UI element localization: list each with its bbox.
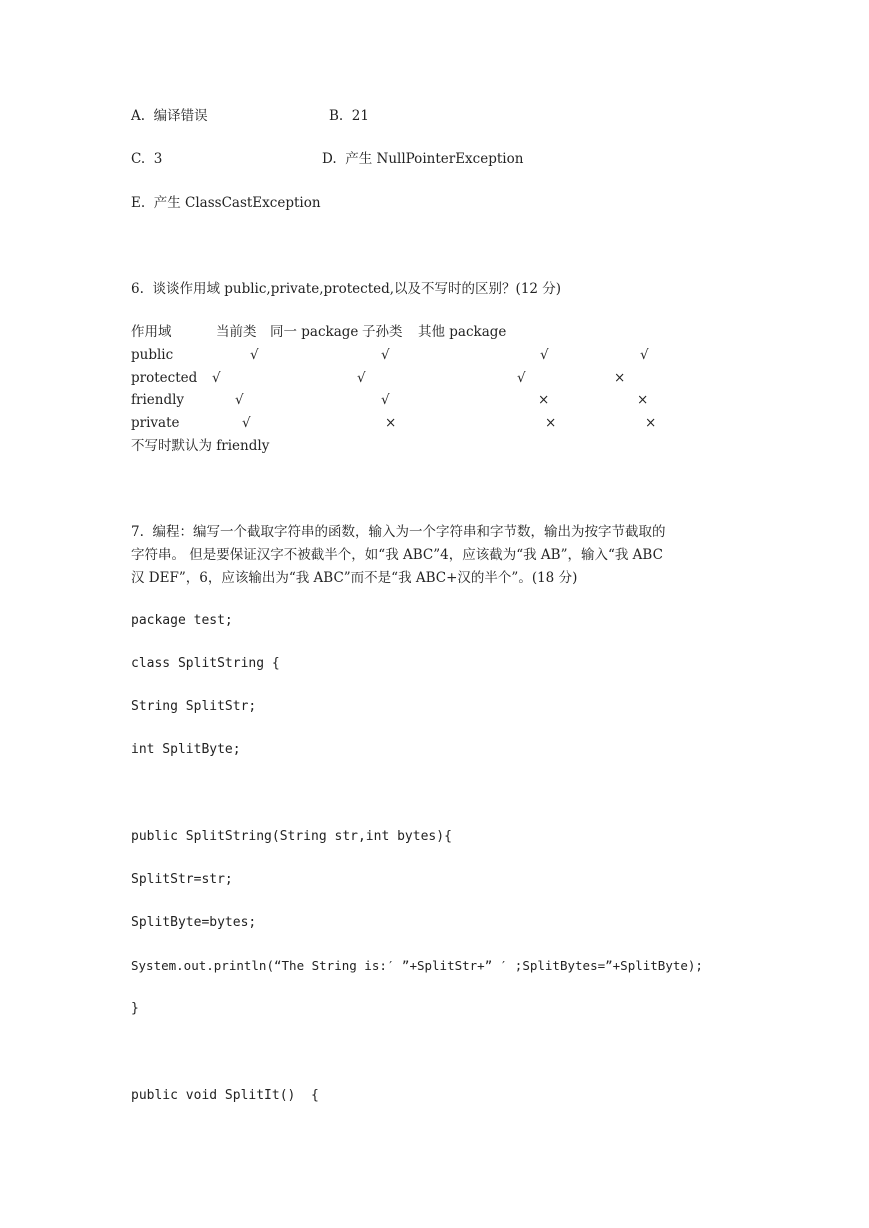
code-line: public SplitString(String str,int bytes){ xyxy=(131,829,452,844)
code-line: } xyxy=(131,1001,139,1016)
row-name: public xyxy=(131,347,174,363)
header-subclass: 子孙类 xyxy=(362,324,403,340)
code-line: public void SplitIt() { xyxy=(131,1088,319,1103)
option-e: E. 产生 ClassCastException xyxy=(131,195,321,211)
row-name: private xyxy=(131,415,180,431)
cell-mark: × xyxy=(385,415,397,431)
default-note: 不写时默认为 friendly xyxy=(131,438,270,454)
cell-mark: √ xyxy=(381,347,390,363)
code-line: package test; xyxy=(131,613,233,628)
code-line: System.out.println(“The String is:′ ”+SplitStr+” ′ ;SplitBytes=”+SplitByte); xyxy=(131,958,703,973)
cell-mark: × xyxy=(645,415,657,431)
option-a: A. 编译错误 xyxy=(131,108,208,124)
cell-mark: √ xyxy=(517,370,526,386)
cell-mark: √ xyxy=(357,370,366,386)
cell-mark: × xyxy=(545,415,557,431)
code-line: SplitStr=str; xyxy=(131,872,233,887)
header-scope: 作用域 xyxy=(131,324,172,340)
header-other-package: 其他 package xyxy=(418,324,507,340)
code-line: SplitByte=bytes; xyxy=(131,915,257,930)
code-line: class SplitString { xyxy=(131,656,280,671)
question-7-line-2: 字符串。 但是要保证汉字不被截半个，如“我 ABC”4，应该截为“我 AB”，输入“我 ABC xyxy=(131,547,663,563)
cell-mark: √ xyxy=(242,415,251,431)
header-same-package: 同一 package xyxy=(270,324,359,340)
question-7-line-3: 汉 DEF”，6，应该输出为“我 ABC”而不是“我 ABC+汉的半个”。(18 分) xyxy=(131,570,578,586)
cell-mark: √ xyxy=(250,347,259,363)
code-line: int SplitByte; xyxy=(131,742,241,757)
cell-mark: × xyxy=(538,392,550,408)
cell-mark: × xyxy=(614,370,626,386)
cell-mark: √ xyxy=(212,370,221,386)
header-current-class: 当前类 xyxy=(216,324,257,340)
option-d: D. 产生 NullPointerException xyxy=(322,151,524,167)
row-name: friendly xyxy=(131,392,185,408)
question-7-line-1: 7. 编程：编写一个截取字符串的函数，输入为一个字符串和字节数，输出为按字节截取的 xyxy=(131,524,666,540)
cell-mark: √ xyxy=(540,347,549,363)
option-c: C. 3 xyxy=(131,151,163,167)
question-6: 6. 谈谈作用域 public,private,protected,以及不写时的区别？(12 分) xyxy=(131,281,562,297)
row-name: protected xyxy=(131,370,198,386)
cell-mark: × xyxy=(637,392,649,408)
cell-mark: √ xyxy=(235,392,244,408)
cell-mark: √ xyxy=(640,347,649,363)
code-line: String SplitStr; xyxy=(131,699,257,714)
option-b: B. 21 xyxy=(329,108,369,124)
cell-mark: √ xyxy=(381,392,390,408)
